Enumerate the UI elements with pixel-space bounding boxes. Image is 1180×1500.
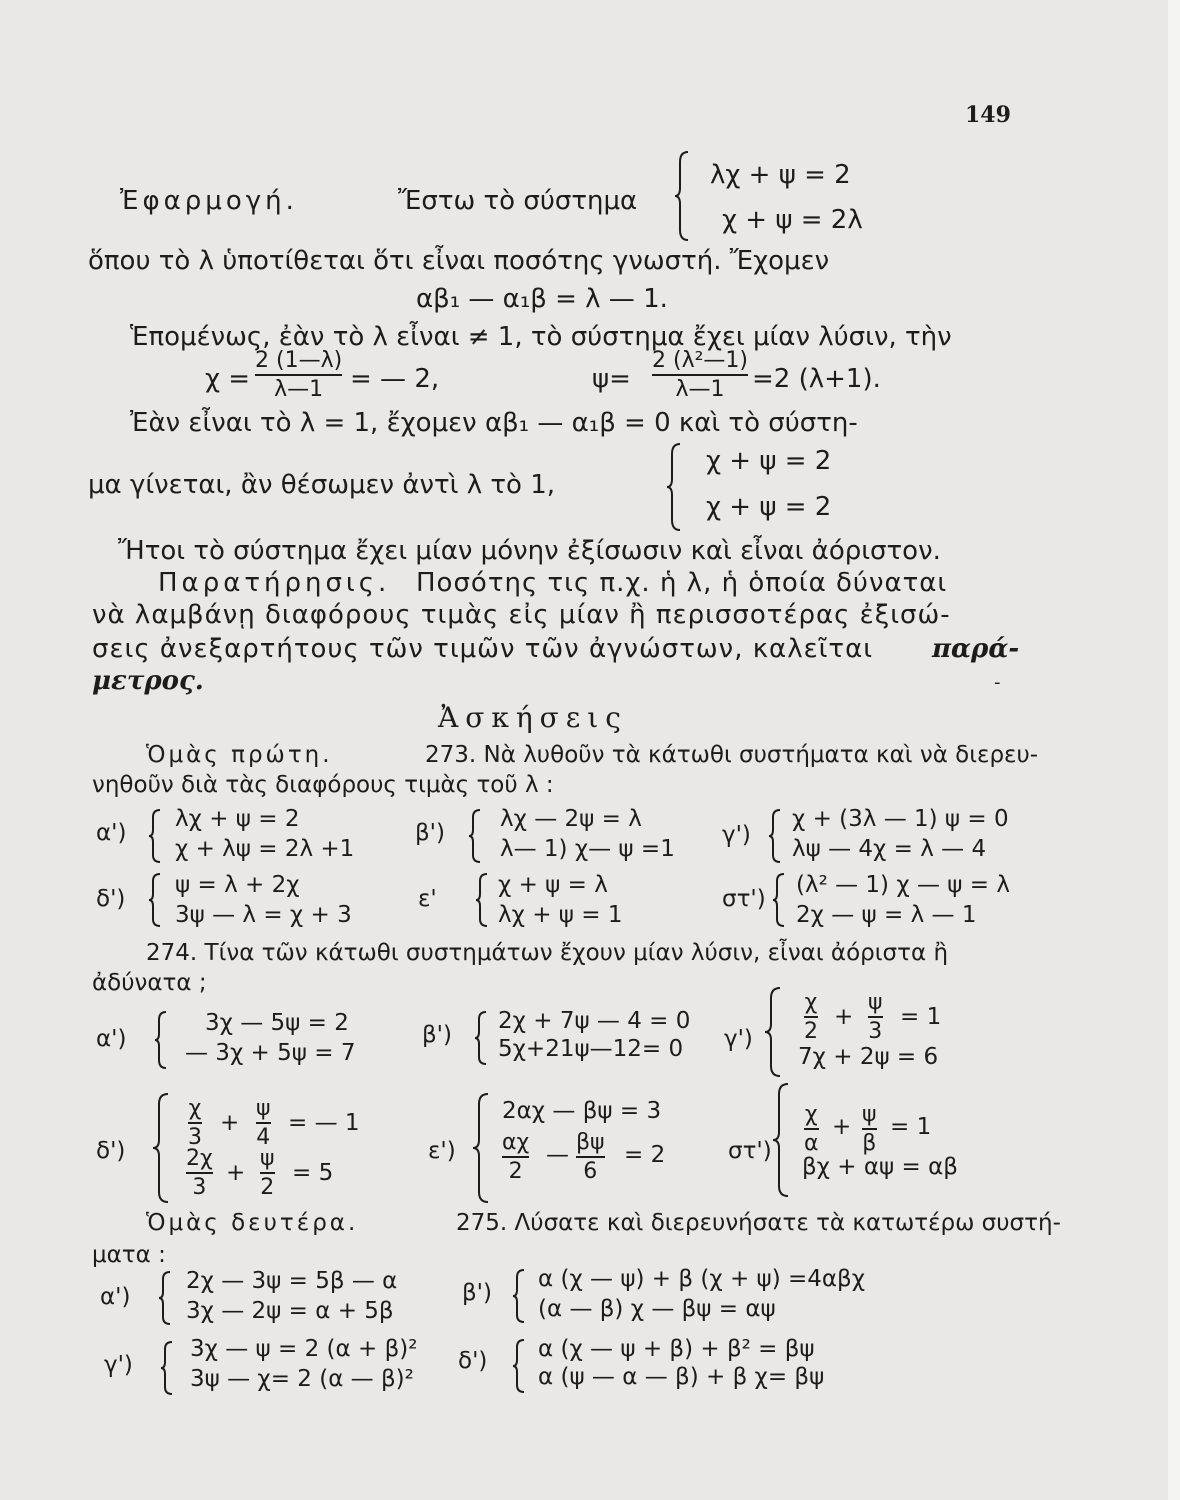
fraction	[260, 1148, 275, 1199]
brace-icon	[158, 1270, 172, 1326]
paragraph-line: μα γίνεται, ἂν θέσωμεν ἀντὶ λ τὸ 1,	[88, 470, 556, 500]
exercises-heading: Ἀσκήσεις	[438, 701, 628, 734]
brace-icon	[160, 1340, 174, 1396]
equation: λχ + ψ = 2	[175, 806, 300, 832]
numerator: χ	[804, 990, 818, 1015]
application-intro: Ἔστω τὸ σύστημα	[398, 186, 638, 216]
brace-icon	[764, 986, 782, 1078]
denominator: 4	[256, 1125, 271, 1150]
fraction-bar	[804, 1128, 819, 1130]
stray-mark: -	[994, 672, 1001, 693]
equation: 2χ + 7ψ — 4 = 0	[498, 1008, 691, 1034]
equation: λχ + ψ = 1	[498, 902, 623, 928]
numerator: ψ	[260, 1146, 275, 1171]
brace-icon	[474, 1010, 488, 1066]
equation: ψ = λ + 2χ	[175, 872, 300, 898]
brace-icon	[674, 150, 690, 242]
fraction-bar	[804, 1016, 818, 1018]
x-solution-fraction	[255, 350, 342, 401]
system-equation-2: χ + ψ = 2λ	[722, 205, 863, 235]
equation: 3ψ — χ= 2 (α — β)²	[190, 1366, 414, 1392]
y-solution-lhs: ψ=	[592, 364, 631, 394]
brace-icon	[472, 1092, 490, 1204]
fraction-bar	[868, 1016, 883, 1018]
numerator: ψ	[868, 990, 883, 1015]
fraction-bar	[188, 1122, 202, 1124]
numerator: χ	[188, 1096, 202, 1121]
exercise-text: 275. Λύσατε καὶ διερευνήσατε τὰ κατωτέρω συστή-	[456, 1210, 1061, 1236]
equation: (α — β) χ — βψ = αψ	[538, 1296, 776, 1322]
exercise-text: ἀδύνατα ;	[92, 970, 207, 996]
equation: 2χ — ψ = λ — 1	[796, 902, 977, 928]
remark-label: Παρατήρησις.	[158, 568, 391, 598]
plus-sign: +	[832, 1114, 852, 1140]
fraction-bar	[502, 1156, 529, 1158]
equation: 3ψ — λ = χ + 3	[175, 902, 352, 928]
brace-icon	[768, 808, 782, 864]
brace-icon	[772, 1082, 790, 1198]
application-label: Ἐφαρμογή.	[120, 186, 298, 216]
denominator: 3	[192, 1175, 207, 1200]
fraction	[502, 1132, 529, 1183]
determinant-equation: αβ₁ — α₁β = λ — 1.	[416, 284, 668, 314]
brace-icon	[152, 1092, 170, 1204]
equation: χ + (3λ — 1) ψ = 0	[792, 806, 1009, 832]
item-label: γ')	[722, 822, 751, 848]
item-label: α')	[100, 1284, 131, 1310]
numerator: 2χ	[186, 1146, 213, 1171]
plus-sign: +	[834, 1004, 854, 1030]
item-label: ε'	[418, 886, 437, 912]
y-solution-rhs: =2 (λ+1).	[752, 364, 881, 394]
fraction	[188, 1098, 202, 1149]
equation: α (χ — ψ + β) + β² = βψ	[538, 1336, 815, 1362]
item-label: στ')	[722, 886, 766, 912]
numerator: χ	[804, 1102, 818, 1127]
fraction	[868, 992, 883, 1043]
fraction	[804, 1104, 819, 1155]
item-label: β')	[462, 1280, 492, 1306]
denominator: λ—1	[274, 377, 324, 402]
equation: 5χ+21ψ—12= 0	[498, 1036, 684, 1062]
item-label: ε')	[428, 1138, 456, 1164]
equation: 3χ — ψ = 2 (α + β)²	[190, 1336, 418, 1362]
item-label: α')	[96, 820, 127, 846]
group-label: Ὁμὰς πρώτη.	[146, 742, 333, 768]
item-label: β')	[415, 820, 445, 846]
denominator: 3	[868, 1019, 883, 1044]
numerator: βψ	[576, 1130, 605, 1155]
group-label: Ὁμὰς δευτέρα.	[146, 1210, 359, 1236]
denominator: 2	[260, 1175, 275, 1200]
paragraph-line: Ἐὰν εἶναι τὸ λ = 1, ἔχομεν αβ₁ — α₁β = 0 καὶ τὸ σύστη-	[130, 408, 858, 438]
remark-line: νὰ λαμβάνῃ διαφόρους τιμὰς εἰς μίαν ἢ περισσοτέρας ἐξισώ-	[92, 600, 951, 630]
equation: χ + ψ = λ	[498, 872, 608, 898]
brace-icon	[148, 808, 162, 864]
item-label: στ')	[728, 1138, 772, 1164]
equation-rhs: = 2	[624, 1142, 666, 1168]
brace-icon	[512, 1268, 526, 1324]
brace-icon	[468, 808, 482, 864]
numerator: 2 (λ²—1)	[652, 348, 748, 373]
brace-icon	[772, 872, 786, 928]
denominator: α	[804, 1131, 819, 1156]
fraction-bar	[256, 1122, 271, 1124]
fraction	[862, 1104, 877, 1155]
fraction-bar	[260, 1172, 275, 1174]
equation: 2αχ — βψ = 3	[502, 1098, 662, 1124]
fraction-bar	[862, 1128, 877, 1130]
fraction	[804, 992, 818, 1043]
numerator: αχ	[502, 1130, 530, 1155]
fraction-bar	[186, 1172, 213, 1174]
brace-icon	[148, 872, 162, 928]
equation-rhs: = 1	[890, 1114, 932, 1140]
exercise-text: 274. Τίνα τῶν κάτωθι συστημάτων ἔχουν μίαν λύσιν, εἶναι ἀόριστα ἢ	[146, 940, 949, 966]
x-solution-lhs: χ =	[205, 364, 251, 394]
term-parameter: μετρος.	[92, 666, 204, 696]
numerator: 2 (1—λ)	[255, 348, 343, 373]
plus-sign: +	[226, 1160, 246, 1186]
brace-icon	[666, 442, 682, 532]
item-label: β')	[422, 1022, 452, 1048]
brace-icon	[154, 1010, 168, 1070]
paragraph-line: Ἤτοι τὸ σύστημα ἔχει μίαν μόνην ἐξίσωσιν καὶ εἶναι ἀόριστον.	[118, 536, 941, 566]
item-label: γ')	[724, 1026, 753, 1052]
minus-sign: —	[546, 1142, 569, 1168]
fraction	[256, 1098, 271, 1149]
x-solution-rhs: = — 2,	[350, 364, 440, 394]
denominator: 3	[188, 1125, 202, 1150]
equation: 2χ — 3ψ = 5β — α	[186, 1268, 398, 1294]
item-label: γ')	[104, 1352, 133, 1378]
fraction-bar	[652, 374, 748, 376]
equation: 7χ + 2ψ = 6	[798, 1044, 939, 1070]
brace-icon	[475, 872, 489, 928]
page-number: 149	[965, 102, 1011, 128]
equation-rhs: = 1	[900, 1004, 942, 1030]
equation: λψ — 4χ = λ — 4	[792, 836, 987, 862]
fraction-bar	[255, 374, 342, 376]
item-label: δ')	[96, 1138, 126, 1164]
denominator: 6	[583, 1159, 598, 1184]
remark-line: σεις ἀνεξαρτήτους τῶν τιμῶν τῶν ἀγνώστων, καλεῖται	[92, 634, 874, 664]
denominator: 2	[804, 1019, 818, 1044]
equation: 3χ — 2ψ = α + 5β	[186, 1298, 394, 1324]
item-label: α')	[96, 1026, 127, 1052]
denominator: 2	[508, 1159, 523, 1184]
exercise-text: ματα :	[92, 1242, 166, 1268]
paragraph-line: ὅπου τὸ λ ὑποτίθεται ὅτι εἶναι ποσότης γνωστή. Ἔχομεν	[88, 246, 830, 276]
exercise-text: νηθοῦν διὰ τὰς διαφόρους τιμὰς τοῦ λ :	[92, 772, 554, 798]
fraction	[576, 1132, 605, 1183]
equation: λχ — 2ψ = λ	[500, 806, 642, 832]
system-equation-2: χ + ψ = 2	[706, 492, 832, 522]
item-label: δ')	[96, 886, 126, 912]
brace-icon	[512, 1338, 526, 1394]
equation-rhs: = 5	[292, 1160, 334, 1186]
fraction	[186, 1148, 213, 1199]
equation: (λ² — 1) χ — ψ = λ	[796, 872, 1010, 898]
equation: α (χ — ψ) + β (χ + ψ) =4αβχ	[538, 1266, 866, 1292]
exercise-text: 273. Νὰ λυθοῦν τὰ κάτωθι συστήματα καὶ νὰ διερευ-	[425, 742, 1039, 768]
term-parameter: παρά-	[932, 634, 1020, 664]
equation: χ + λψ = 2λ +1	[175, 836, 355, 862]
system-equation-1: λχ + ψ = 2	[710, 160, 851, 190]
page-edge	[1168, 0, 1180, 1500]
paragraph-line: Ἑπομένως, ἐὰν τὸ λ εἶναι ≠ 1, τὸ σύστημα ἔχει μίαν λύσιν, τὴν	[130, 322, 952, 352]
equation: 3χ — 5ψ = 2	[205, 1010, 349, 1036]
equation: — 3χ + 5ψ = 7	[185, 1040, 356, 1066]
denominator: λ—1	[675, 377, 725, 402]
remark-line: Ποσότης τις π.χ. ἡ λ, ἡ ὁποία δύναται	[416, 568, 948, 598]
denominator: β	[862, 1131, 877, 1156]
equation-rhs: = — 1	[288, 1110, 360, 1136]
equation: λ— 1) χ— ψ =1	[500, 836, 675, 862]
equation: βχ + αψ = αβ	[802, 1154, 958, 1180]
equation: α (ψ — α — β) + β χ= βψ	[538, 1364, 825, 1390]
y-solution-fraction	[652, 350, 748, 401]
plus-sign: +	[220, 1110, 240, 1136]
fraction-bar	[576, 1156, 605, 1158]
numerator: ψ	[256, 1096, 271, 1121]
item-label: δ')	[458, 1348, 488, 1374]
system-equation-1: χ + ψ = 2	[706, 446, 832, 476]
numerator: ψ	[862, 1102, 877, 1127]
